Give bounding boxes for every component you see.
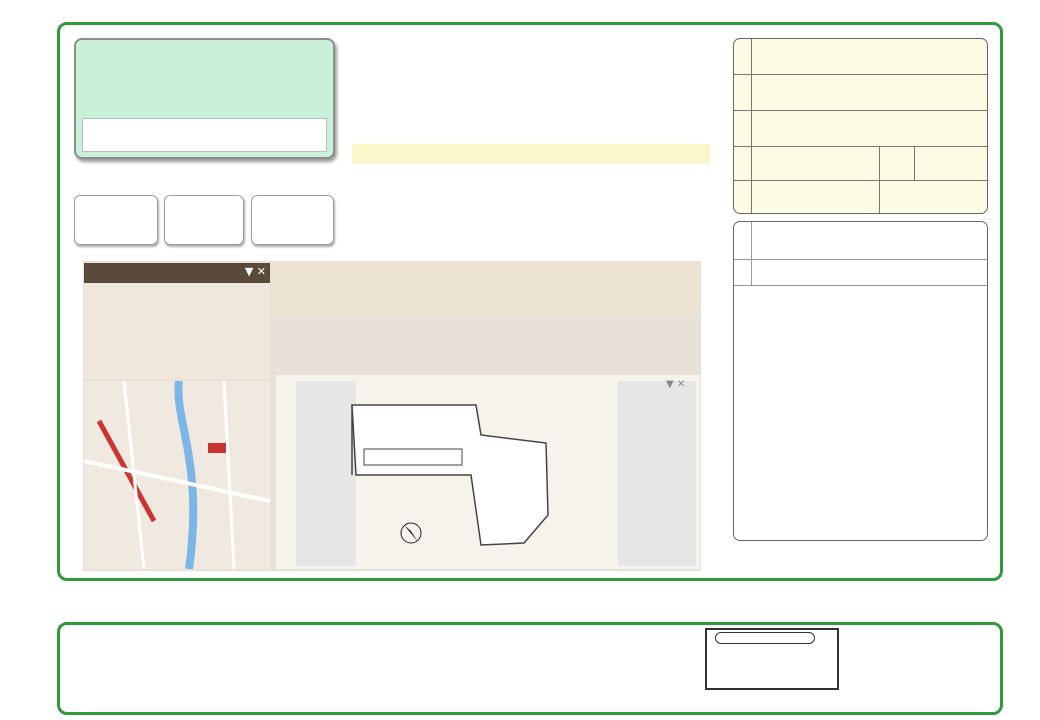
- land-area-box: [74, 195, 158, 245]
- headline: [272, 262, 700, 316]
- spec-price: [752, 181, 877, 214]
- private-road-label: [879, 147, 915, 180]
- spec-kind: [752, 39, 987, 74]
- agent-label: [715, 632, 815, 644]
- address-label: [734, 222, 752, 259]
- tsubo-value: [915, 181, 987, 214]
- collapse-icon[interactable]: ▼ ✕: [666, 379, 686, 390]
- spec-label-station: [734, 111, 752, 146]
- site-plan: [276, 375, 700, 569]
- area-map: [84, 381, 270, 569]
- handover-box: [251, 195, 334, 245]
- station-name: [82, 118, 327, 152]
- private-road-value: [915, 147, 987, 180]
- close-icon[interactable]: ▼ ✕: [244, 265, 266, 278]
- spec-area: [752, 147, 877, 180]
- site-plan-svg: [276, 375, 700, 569]
- spec-table: [733, 38, 988, 214]
- spec-station: [752, 111, 987, 146]
- agent-box: [705, 628, 839, 690]
- infosheet-label: [817, 598, 835, 609]
- checkpoint-title: [352, 144, 710, 164]
- life-info-panel: [84, 263, 270, 379]
- life-info-header: [84, 263, 270, 271]
- footer-frame: [57, 622, 1003, 715]
- spec-label-kind: [734, 39, 752, 74]
- spec-label-area: [734, 147, 752, 180]
- map-svg: [84, 381, 270, 569]
- tsubo-label: [879, 181, 915, 214]
- detail-table: [733, 221, 988, 541]
- status-box: [164, 195, 244, 245]
- spec-label-use: [734, 75, 752, 110]
- access-label: [734, 260, 752, 285]
- spec-label-price: [734, 181, 752, 214]
- spec-use: [752, 75, 987, 110]
- title-card: [74, 38, 335, 159]
